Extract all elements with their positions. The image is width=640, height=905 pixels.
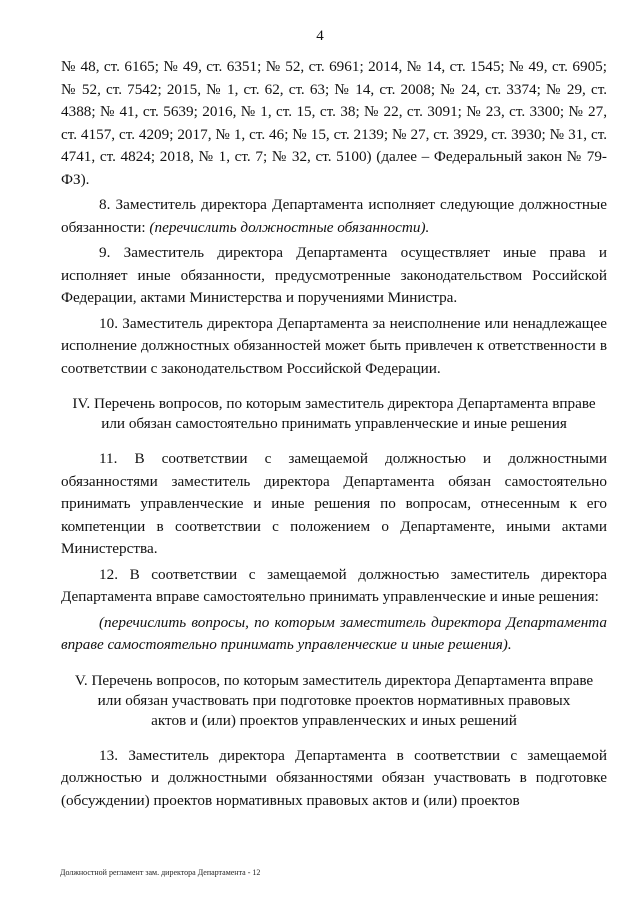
paragraph-9: 9. Заместитель директора Департамента осуществляет иные права и исполняет иные обязанности, предусмотренные законодательством Российской Федерации, актами Министерства и поручениями Министра. <box>61 244 607 306</box>
paragraph-13: 13. Заместитель директора Департамента в соответствии с замещаемой должностью и должностными обязанностями обязан участвовать в подготовке (обсуждении) проектов нормативных правовых актов и (или) проектов <box>61 746 607 809</box>
paragraph-12: 12. В соответствии с замещаемой должностью заместитель директора Департамента вправе самостоятельно принимать управленческие и иные решения: <box>61 565 607 605</box>
paragraph-11: 11. В соответствии с замещаемой должностью и должностными обязанностями заместитель директора Департамента обязан самостоятельно принимать управленческие и иные решения по вопросам, отнесенным к его компетенции в соответствии с положением о Департаменте, иными актами Министерства. <box>61 450 607 557</box>
paragraph-10: 10. Заместитель директора Департамента за неисполнение или ненадлежащее исполнение должностных обязанностей может быть привлечен к ответственности в соответствии с законодательством Российской Федерации. <box>61 314 607 377</box>
paragraph-8-text: 8. Заместитель директора Департамента исполняет следующие должностные обязанности: <box>61 196 607 236</box>
paragraph-8-italic: (перечислить должностные обязанности). <box>145 218 430 236</box>
footer-note: Должностной регламент зам. директора Департамента - 12 <box>60 868 261 877</box>
section-heading-iv-line-2: или обязан самостоятельно принимать управленческие и иные решения <box>101 415 567 432</box>
paragraph-continuation: № 48, ст. 6165; № 49, ст. 6351; № 52, ст. 6961; 2014, № 14, ст. 1545; № 49, ст. 6905; № 52, ст. 7542; 2015, № 1, ст. 62, ст. 63; № 14, ст. 2008; № 24, ст. 3374; № 29, ст. 4388; № 41, ст. 5639; 2016, № 1, ст. 15, ст. 38; № 22, ст. 3091; № 23, ст. 3300; № 27, ст. 4157, ст. 4209; 2017, № 1, ст. 46; № 15, ст. 2139; № 27, ст. 3929, ст. 3930; № 31, ст. 4741, ст. 4824; 2018, № 1, ст. 7; № 32, ст. 5100) (далее – Федеральный закон № 79-ФЗ). <box>61 58 607 188</box>
document-body <box>61 56 607 812</box>
paragraph-12-italic: (перечислить вопросы, по которым заместитель директора Департамента вправе самостоятельно принимать управленческие и иные решения). <box>61 613 607 653</box>
section-heading-iv <box>61 394 607 434</box>
section-heading-v-line-3: актов и (или) проектов управленческих и иных решений <box>151 711 517 729</box>
section-heading-v <box>61 671 607 731</box>
section-heading-iv-line-1: IV. Перечень вопросов, по которым заместитель директора Департамента вправе <box>72 395 596 412</box>
paragraph-8 <box>61 194 607 239</box>
section-heading-v-line-1: V. Перечень вопросов, по которым заместитель директора Департамента вправе <box>74 671 594 689</box>
page-number: 4 <box>316 28 324 44</box>
section-heading-v-line-2: или обязан участвовать при подготовке проектов нормативных правовых <box>97 691 571 709</box>
